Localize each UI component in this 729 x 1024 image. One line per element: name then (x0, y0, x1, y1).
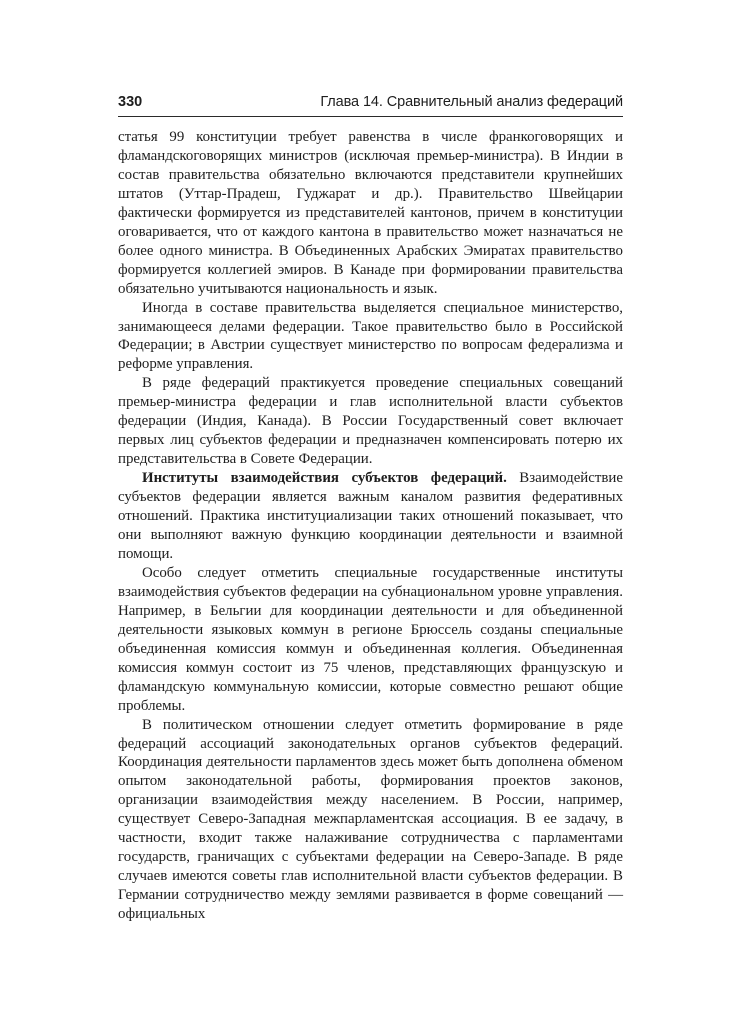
page-number: 330 (118, 94, 143, 110)
body-text (118, 128, 623, 924)
paragraph-text: Взаимодействие субъектов федерации является важным каналом развития федеративных отношений. Практика институциализации таких отношений показывает, что они выполняют важную функцию координации деятельности и взаимной помощи. (118, 470, 623, 562)
paragraph: статья 99 конституции требует равенства в числе франкоговорящих и фламандскоговорящих министров (исключая премьер-министра). В Индии в состав правительства обязательно включаются представители крупнейших штатов (Уттар-Прадеш, Гуджарат и др.). Правительство Швейцарии фактически формируется из представителей кантонов, причем в конституции оговаривается, что от каждого кантона в правительство может назначаться не более одного министра. В Объединенных Арабских Эмиратах правительство формируется коллегией эмиров. В Канаде при формировании правительства обязательно учитываются национальность и язык. (118, 129, 623, 297)
paragraph-with-heading (118, 469, 623, 564)
run-in-heading: Институты взаимодействия субъектов федераций. (142, 470, 507, 487)
paragraph: Особо следует отметить специальные государственные институты взаимодействия субъектов федерации на субнациональном уровне управления. Например, в Бельгии для координации деятельности и для объединенной деятельности языковых коммун в регионе Брюссель созданы специальные объединенная комиссия коммун и объединенная коллегия. Объединенная комиссия коммун состоит из 75 членов, представляющих французскую и фламандскую коммунальную комиссии, которые совместно решают общие проблемы. (118, 564, 623, 714)
running-header (118, 92, 623, 117)
paragraph: В политическом отношении следует отметить формирование в ряде федераций ассоциаций законодательных органов субъектов федераций. Координация деятельности парламентов здесь может быть дополнена обменом опытом законодательной работы, формирования проектов законов, организации взаимодействия между населением. В России, например, существует Северо-Западная межпарламентская ассоциация. В ее задачу, в частности, входит также налаживание сотрудничества с парламентами государств, граничащих с субъектами федерации на Северо-Западе. В ряде случаев имеются советы глав исполнительной власти субъектов федерации. В Германии сотрудничество между землями развивается в форме совещаний — официальных (118, 716, 623, 923)
paragraph: В ряде федераций практикуется проведение специальных совещаний премьер-министра федерации и глав исполнительной власти субъектов федерации (Индия, Канада). В России Государственный совет включает первых лиц субъектов федерации и предназначен компенсировать потерю их представительства в Совете Федерации. (118, 375, 623, 468)
book-page (118, 92, 623, 923)
paragraph: Иногда в составе правительства выделяется специальное министерство, занимающееся делами федерации. Такое правительство было в Российской Федерации; в Австрии существует министерство по вопросам федерализма и реформе управления. (118, 299, 623, 373)
chapter-title: Глава 14. Сравнительный анализ федераций (320, 94, 623, 110)
